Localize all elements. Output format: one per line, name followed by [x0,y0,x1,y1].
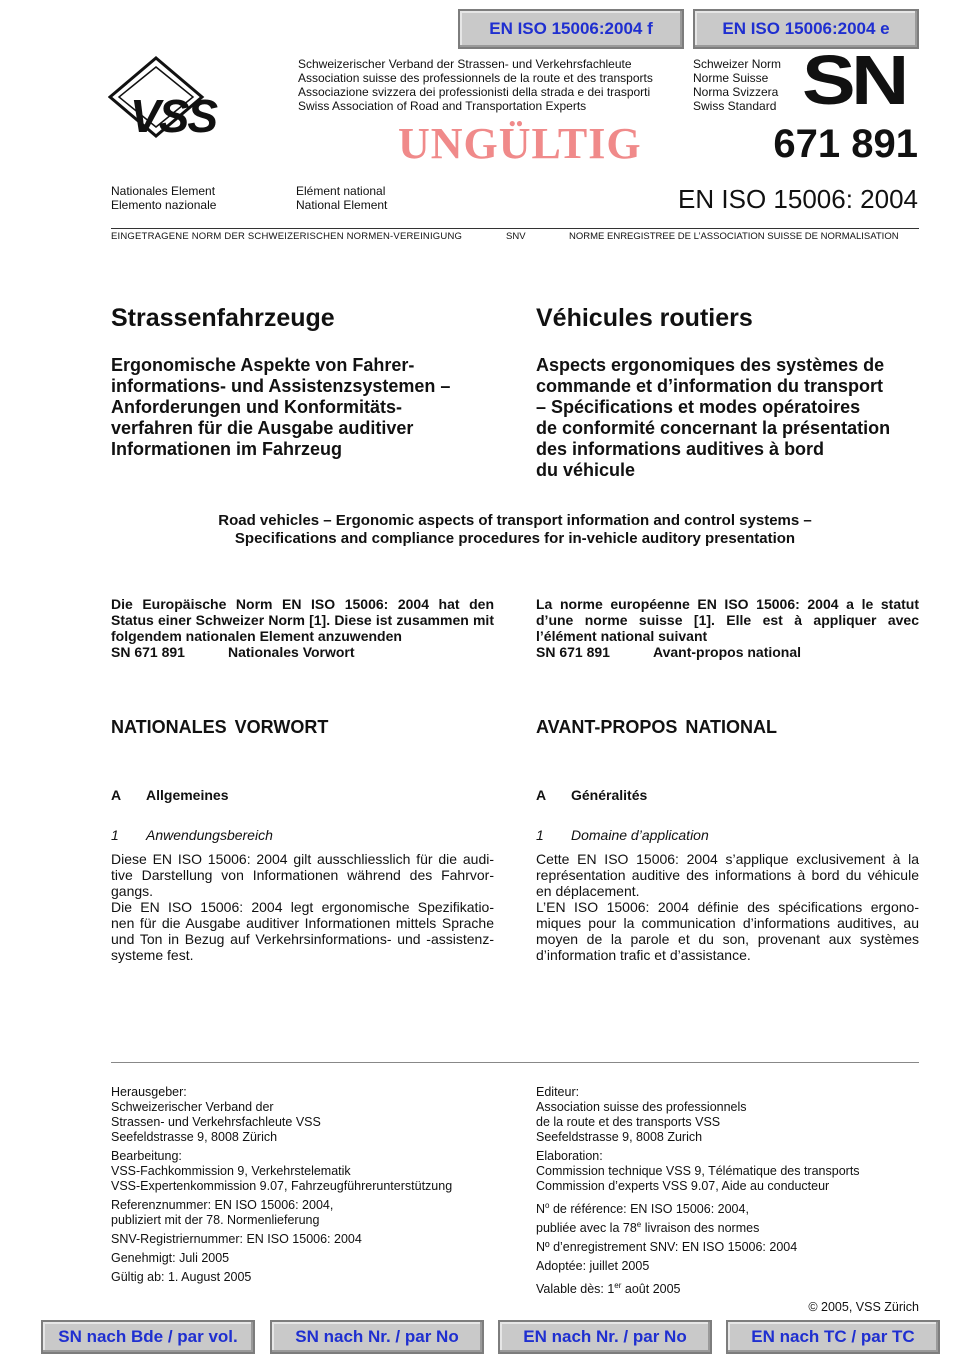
title-german: Strassenfahrzeuge [111,304,335,332]
vss-logo [108,56,294,138]
section-heading-french: A Généralités [536,787,648,803]
title-english: Road vehicles – Ergonomic aspects of transport information and control systems – Specifications and compliance procedures for in-vehicle auditory presentation [218,512,812,547]
foreword-heading-french: AVANT-PROPOS NATIONAL [536,717,777,737]
en-by-number-button[interactable]: EN nach Nr. / par No [498,1320,712,1354]
registry-divider [111,228,919,229]
valid-from-french: Valable dès: 1er août 2005 [536,1281,681,1297]
publication-french: publiée avec la 78e livraison des normes [536,1220,760,1236]
copyright: © 2005, VSS Zürich [808,1300,919,1314]
sn-by-number-button[interactable]: SN nach Nr. / par No [270,1320,484,1354]
subtitle-german: Ergonomische Aspekte von Fahrer- informations- und Assistenzsystemen – Anforderungen und Konformitäts- verfahren für die Ausgabe auditiver Informationen im Fahrzeug [111,355,451,459]
foreword-heading-german: NATIONALES VORWORT [111,717,329,737]
standard-type-names: Schweizer Norm Norme Suisse Norma Svizzera Swiss Standard [693,57,782,113]
registry-mid: SNV [506,231,526,242]
registry-left: EINGETRAGENE NORM DER SCHWEIZERISCHEN NORMEN-VEREINIGUNG [111,231,463,242]
intro-french-reference: SN 671 891 Avant-propos national [536,644,802,660]
section-heading-german: A Allgemeines [111,787,229,803]
national-element-de-it: Nationales Element Elemento nazionale [111,184,217,212]
subsection-heading-french: 1 Domaine d’application [536,827,709,843]
intro-german-reference: SN 671 891 Nationales Vorwort [111,644,355,660]
en-iso-french-button[interactable]: EN ISO 15006:2004 f [458,9,684,49]
en-iso-reference: EN ISO 15006: 2004 [678,184,918,214]
intro-french: La norme européenne EN ISO 15006: 2004 a le statut d’une norme suisse [1]. Elle est à appliquer avec l’élément national suivant SN 671 891 Avant-propos national [536,596,919,660]
footer-divider [111,1062,919,1063]
svg-text:VSS: VSS [130,90,217,138]
body-text-french: Cette EN ISO 15006: 2004 s’applique exclusivement à la représentation auditive des informations à bord du véhicule en déplacement. L’EN ISO 15006: 2004 définie des spécifications ergono- miques pour la communication d’informations auditives, au moyen de la parole et du son, provenant aux systèmes d’information trafic et d’assistance. [536,851,919,963]
title-french: Véhicules routiers [536,304,753,332]
invalid-stamp: UNGÜLTIG [398,119,642,168]
en-by-tc-button[interactable]: EN nach TC / par TC [726,1320,940,1354]
intro-german: Die Europäische Norm EN ISO 15006: 2004 hat den Status einer Schweizer Norm [1]. Diese ist zusammen mit folgendem nationalen Element anzuwenden SN 671 891 Nationales Vorwort [111,596,494,660]
document-number: 671 891 [773,122,918,166]
sn-logo: SN [802,41,905,119]
registry-right: NORME ENREGISTREE DE L’ASSOCIATION SUISSE DE NORMALISATION [569,231,899,242]
en-iso-english-button[interactable]: EN ISO 15006:2004 e [693,9,919,49]
body-text-german: Diese EN ISO 15006: 2004 gilt ausschliesslich für die audi- tive Darstellung von Informationen während des Fahrvor- gangs. Die EN ISO 15006: 2004 legt ergonomische Spezifikatio- nen für die Ausgabe auditiver Informationen mittels Sprache und Ton in Bezug auf Verkehrsinformations- und -assistenz- systeme fest. [111,851,494,963]
national-element-fr-en: Elément national National Element [296,184,388,212]
subtitle-french: Aspects ergonomiques des systèmes de commande et d’information du transport – Spécifications et modes opératoires de conformité concernant la présentation des informations auditives à bord du véhicule [536,355,891,480]
subsection-heading-german: 1 Anwendungsbereich [111,827,273,843]
sn-by-volume-button[interactable]: SN nach Bde / par vol. [41,1320,255,1354]
organisation-names: Schweizerischer Verband der Strassen- und Verkehrsfachleute Association suisse des professionnels de la route et des transports Associazione svizzera dei professionisti della strada e dei trasporti Swiss Association of Road and Transportation Experts [298,57,653,113]
reference-number-french: $N^o$ de référence: EN ISO 15006: 2004, [536,1201,749,1217]
publisher-info-french: Editeur: Association suisse des professionnels de la route et des transports VSS Seefeldstrasse 9, 8008 Zurich Elaboration: Commission technique VSS 9, Télématique des transports Commission d’experts VSS 9.07, Aide au conducteur $N^o$ de référence: EN ISO 15006: 2004, publiée avec la 78e livraison des normes Nº d’enregistrement SNV: EN ISO 15006: 2004 Adoptée: juillet 2005 Valable dès: 1er août 2005 [536,1085,919,1297]
publisher-info-german: Herausgeber: Schweizerischer Verband der Strassen- und Verkehrsfachleute VSS Seefeldstrasse 9, 8008 Zürich Bearbeitung: VSS-Fachkommission 9, Verkehrstelematik VSS-Expertenkommission 9.07, Fahrzeugführerunterstützung Referenznummer: EN ISO 15006: 2004, publiziert mit der 78. Normenlieferung SNV-Registriernummer: EN ISO 15006: 2004 Genehmigt: Juli 2005 Gültig ab: 1. August 2005 [111,1085,453,1284]
